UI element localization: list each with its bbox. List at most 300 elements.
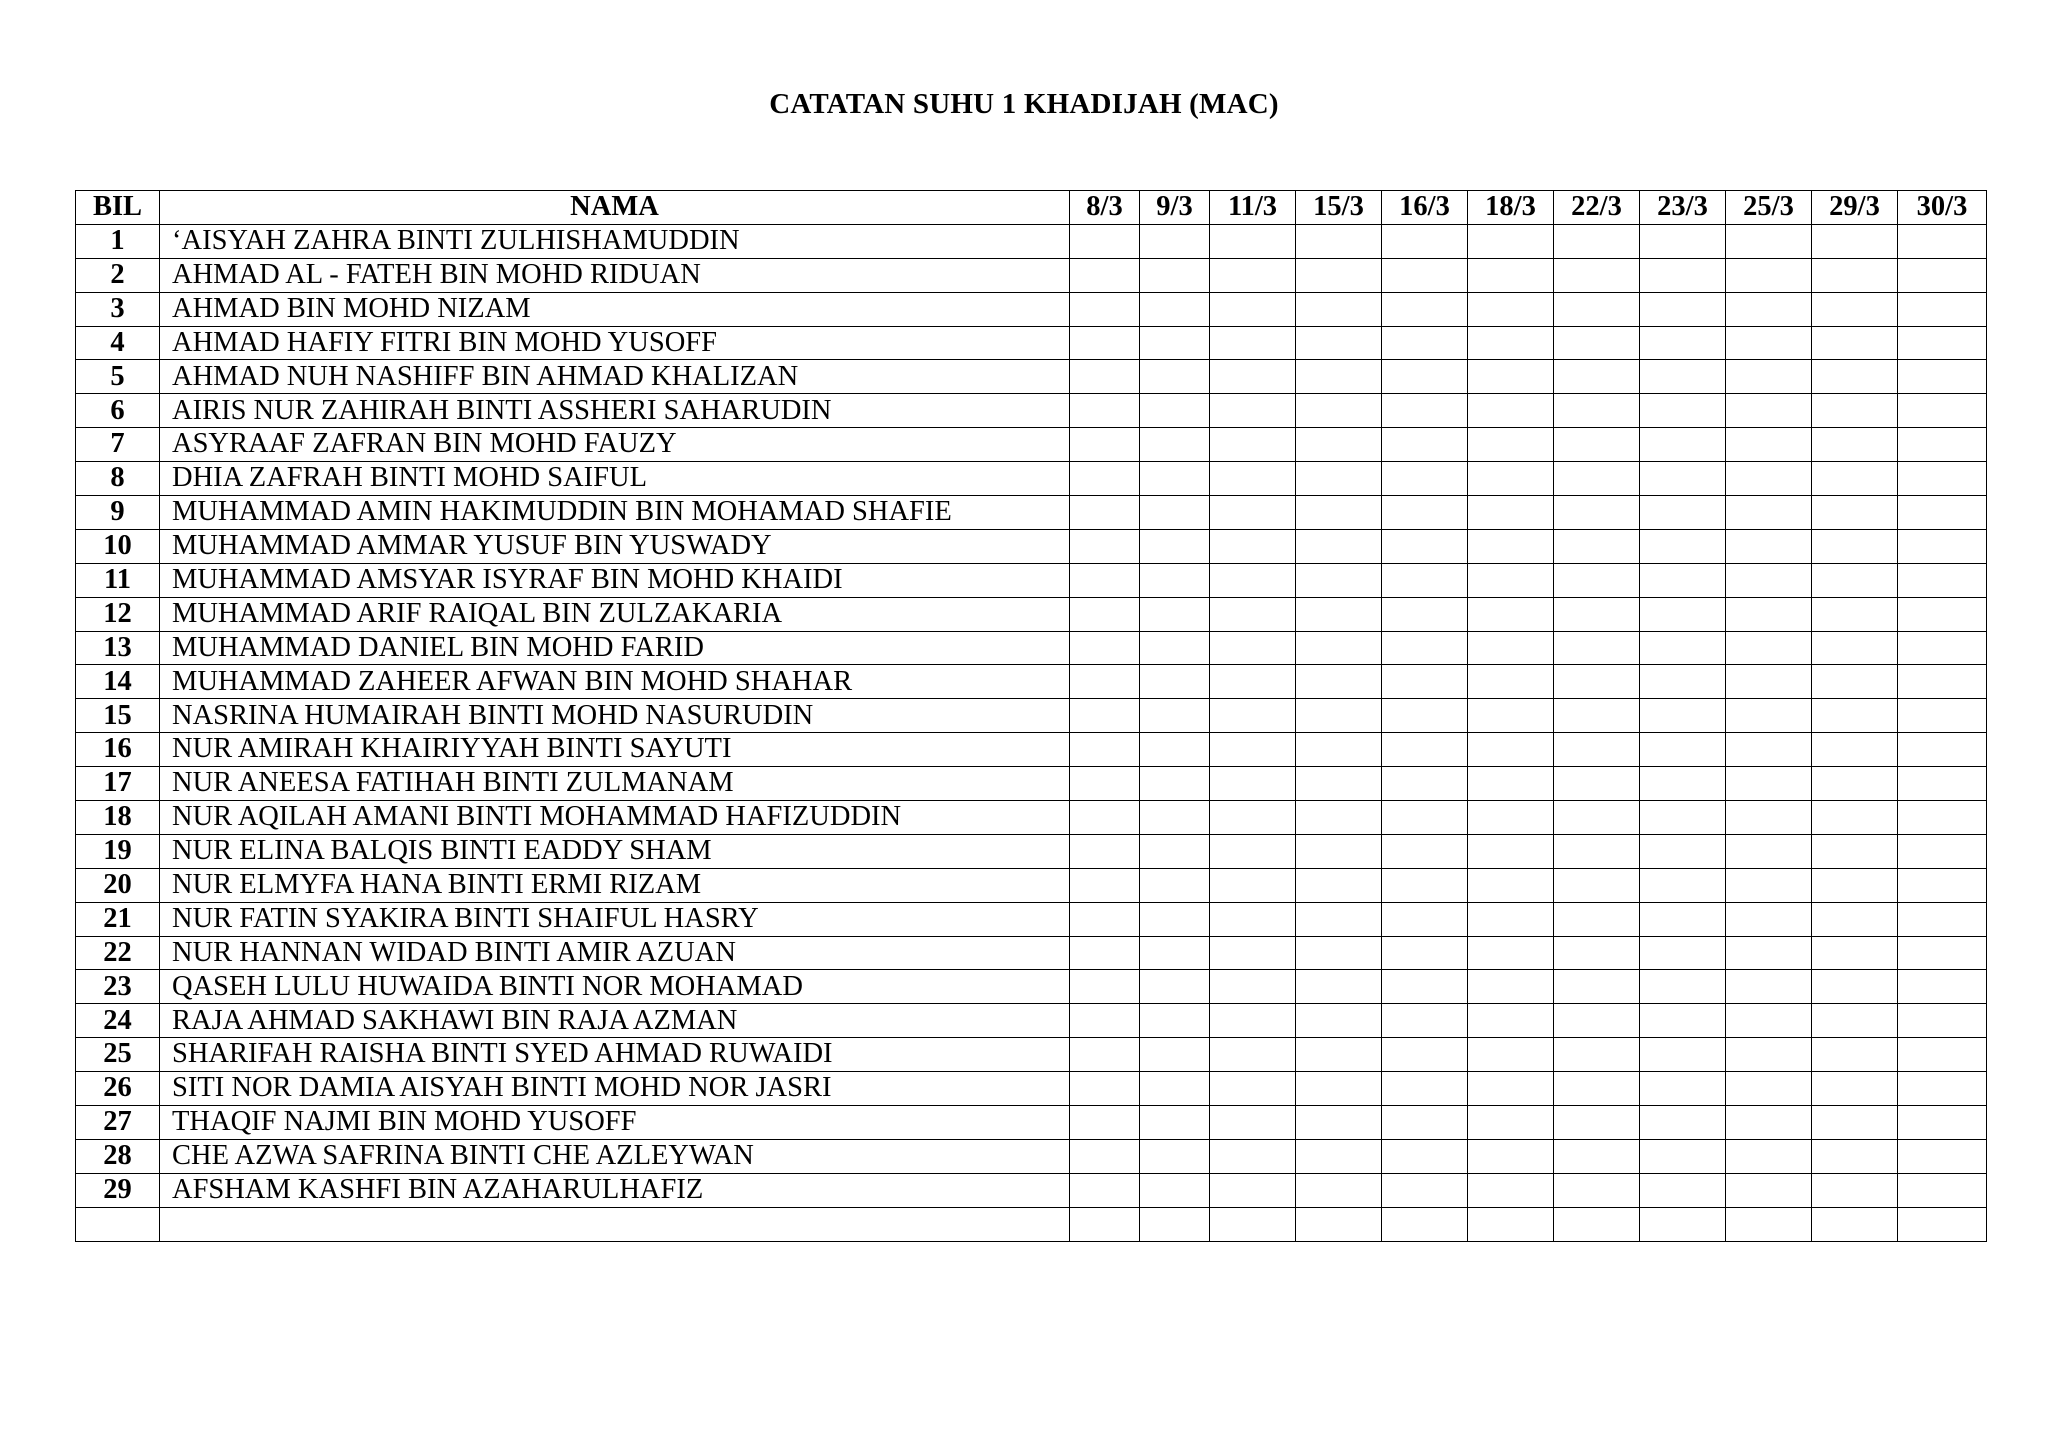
temperature-cell xyxy=(1812,767,1898,801)
temperature-cell xyxy=(1070,665,1140,699)
temperature-cell xyxy=(1210,326,1296,360)
column-header-bil: BIL xyxy=(76,191,160,225)
table-row xyxy=(76,360,1987,394)
table-row xyxy=(76,1139,1987,1173)
row-number-cell: 16 xyxy=(76,733,160,767)
temperature-cell xyxy=(1812,224,1898,258)
temperature-cell xyxy=(1468,394,1554,428)
temperature-cell xyxy=(1140,394,1210,428)
temperature-cell xyxy=(1812,665,1898,699)
student-name-cell: ‘AISYAH ZAHRA BINTI ZULHISHAMUDDIN xyxy=(160,224,1070,258)
temperature-cell xyxy=(1812,1072,1898,1106)
table-row xyxy=(76,529,1987,563)
row-number-cell: 7 xyxy=(76,428,160,462)
student-name-cell: AHMAD HAFIY FITRI BIN MOHD YUSOFF xyxy=(160,326,1070,360)
temperature-cell xyxy=(1812,733,1898,767)
temperature-cell xyxy=(1640,970,1726,1004)
temperature-cell xyxy=(1140,970,1210,1004)
temperature-cell xyxy=(1726,1038,1812,1072)
table-row xyxy=(76,462,1987,496)
temperature-cell xyxy=(1296,834,1382,868)
temperature-cell xyxy=(1812,496,1898,530)
temperature-cell xyxy=(1812,1106,1898,1140)
temperature-cell xyxy=(1382,1139,1468,1173)
temperature-cell xyxy=(1140,258,1210,292)
column-header-date: 23/3 xyxy=(1640,191,1726,225)
temperature-cell xyxy=(1382,733,1468,767)
temperature-cell xyxy=(1898,1207,1987,1241)
temperature-cell xyxy=(1812,1038,1898,1072)
temperature-cell xyxy=(1140,1173,1210,1207)
temperature-cell xyxy=(1468,1106,1554,1140)
table-row xyxy=(76,224,1987,258)
temperature-cell xyxy=(1726,631,1812,665)
temperature-cell xyxy=(1812,360,1898,394)
table-row xyxy=(76,258,1987,292)
temperature-cell xyxy=(1210,1173,1296,1207)
temperature-cell xyxy=(1070,699,1140,733)
temperature-cell xyxy=(1726,801,1812,835)
table-row xyxy=(76,428,1987,462)
temperature-cell xyxy=(1070,428,1140,462)
temperature-cell xyxy=(1296,326,1382,360)
row-number-cell: 23 xyxy=(76,970,160,1004)
temperature-cell xyxy=(1210,834,1296,868)
temperature-cell xyxy=(1726,1106,1812,1140)
row-number-cell: 2 xyxy=(76,258,160,292)
temperature-cell xyxy=(1640,462,1726,496)
temperature-cell xyxy=(1140,1004,1210,1038)
temperature-cell xyxy=(1382,428,1468,462)
temperature-cell xyxy=(1640,1038,1726,1072)
temperature-cell xyxy=(1140,1038,1210,1072)
temperature-cell xyxy=(1382,631,1468,665)
temperature-cell xyxy=(1468,733,1554,767)
temperature-cell xyxy=(1640,360,1726,394)
row-number-cell: 21 xyxy=(76,902,160,936)
temperature-cell xyxy=(1554,360,1640,394)
temperature-cell xyxy=(1898,1173,1987,1207)
row-number-cell: 28 xyxy=(76,1139,160,1173)
temperature-cell xyxy=(1468,801,1554,835)
temperature-cell xyxy=(1382,224,1468,258)
temperature-cell xyxy=(1296,1139,1382,1173)
temperature-cell xyxy=(1382,597,1468,631)
temperature-cell xyxy=(1898,597,1987,631)
table-row xyxy=(76,1173,1987,1207)
temperature-cell xyxy=(1468,258,1554,292)
column-header-date: 15/3 xyxy=(1296,191,1382,225)
temperature-cell xyxy=(1898,970,1987,1004)
temperature-cell xyxy=(1812,699,1898,733)
temperature-cell xyxy=(1554,699,1640,733)
temperature-cell xyxy=(1554,292,1640,326)
temperature-cell xyxy=(1070,1173,1140,1207)
temperature-cell xyxy=(1070,1038,1140,1072)
temperature-cell xyxy=(1898,563,1987,597)
temperature-cell xyxy=(1554,224,1640,258)
temperature-cell xyxy=(1382,1106,1468,1140)
temperature-cell xyxy=(1210,496,1296,530)
temperature-cell xyxy=(1296,597,1382,631)
temperature-cell xyxy=(1210,394,1296,428)
temperature-cell xyxy=(1382,326,1468,360)
temperature-cell xyxy=(1070,462,1140,496)
temperature-cell xyxy=(1554,1072,1640,1106)
temperature-cell xyxy=(1554,733,1640,767)
column-header-date: 18/3 xyxy=(1468,191,1554,225)
temperature-cell xyxy=(1640,902,1726,936)
row-number-cell: 11 xyxy=(76,563,160,597)
temperature-cell xyxy=(1554,665,1640,699)
temperature-cell xyxy=(1140,665,1210,699)
table-row xyxy=(76,1072,1987,1106)
temperature-cell xyxy=(1210,529,1296,563)
temperature-cell xyxy=(1210,224,1296,258)
row-number-cell: 29 xyxy=(76,1173,160,1207)
temperature-cell xyxy=(1640,1173,1726,1207)
table-row xyxy=(76,733,1987,767)
temperature-cell xyxy=(1554,1038,1640,1072)
temperature-cell xyxy=(1070,801,1140,835)
column-header-date: 16/3 xyxy=(1382,191,1468,225)
row-number-cell: 4 xyxy=(76,326,160,360)
temperature-cell xyxy=(1140,868,1210,902)
temperature-cell xyxy=(1726,1207,1812,1241)
temperature-cell xyxy=(1468,597,1554,631)
temperature-cell xyxy=(1640,936,1726,970)
temperature-cell xyxy=(1140,462,1210,496)
temperature-cell xyxy=(1070,1106,1140,1140)
temperature-cell xyxy=(1554,1106,1640,1140)
temperature-cell xyxy=(1640,733,1726,767)
temperature-cell xyxy=(1070,868,1140,902)
temperature-cell xyxy=(1140,224,1210,258)
temperature-cell xyxy=(1898,1106,1987,1140)
temperature-cell xyxy=(1726,970,1812,1004)
temperature-cell xyxy=(1554,936,1640,970)
temperature-cell xyxy=(1812,970,1898,1004)
row-number-cell: 5 xyxy=(76,360,160,394)
temperature-cell xyxy=(1812,1004,1898,1038)
temperature-cell xyxy=(1296,394,1382,428)
temperature-cell xyxy=(1812,394,1898,428)
temperature-cell xyxy=(1070,292,1140,326)
temperature-cell xyxy=(1296,733,1382,767)
student-name-cell: RAJA AHMAD SAKHAWI BIN RAJA AZMAN xyxy=(160,1004,1070,1038)
temperature-cell xyxy=(1070,563,1140,597)
temperature-cell xyxy=(1468,360,1554,394)
temperature-cell xyxy=(1140,834,1210,868)
temperature-cell xyxy=(1898,326,1987,360)
table-row xyxy=(76,665,1987,699)
temperature-cell xyxy=(1468,699,1554,733)
temperature-cell xyxy=(1070,529,1140,563)
temperature-cell xyxy=(1554,462,1640,496)
temperature-cell xyxy=(1296,428,1382,462)
temperature-cell xyxy=(1070,1139,1140,1173)
temperature-cell xyxy=(1554,834,1640,868)
temperature-cell xyxy=(1726,868,1812,902)
student-name-cell: AHMAD BIN MOHD NIZAM xyxy=(160,292,1070,326)
student-name-cell: MUHAMMAD AMSYAR ISYRAF BIN MOHD KHAIDI xyxy=(160,563,1070,597)
temperature-cell xyxy=(1468,326,1554,360)
temperature-cell xyxy=(1140,699,1210,733)
temperature-cell xyxy=(1898,801,1987,835)
temperature-cell xyxy=(1296,496,1382,530)
temperature-cell xyxy=(1468,665,1554,699)
temperature-cell xyxy=(1210,902,1296,936)
temperature-cell xyxy=(1296,699,1382,733)
temperature-cell xyxy=(1812,292,1898,326)
column-header-date: 22/3 xyxy=(1554,191,1640,225)
temperature-cell xyxy=(1296,1072,1382,1106)
temperature-cell xyxy=(1382,1207,1468,1241)
temperature-cell xyxy=(1554,970,1640,1004)
temperature-cell xyxy=(1640,1139,1726,1173)
temperature-cell xyxy=(1468,292,1554,326)
table-row xyxy=(76,1004,1987,1038)
temperature-cell xyxy=(1070,326,1140,360)
temperature-cell xyxy=(1382,699,1468,733)
temperature-cell xyxy=(1898,224,1987,258)
temperature-cell xyxy=(1812,462,1898,496)
student-name-cell: CHE AZWA SAFRINA BINTI CHE AZLEYWAN xyxy=(160,1139,1070,1173)
temperature-cell xyxy=(1468,767,1554,801)
student-name-cell: NUR FATIN SYAKIRA BINTI SHAIFUL HASRY xyxy=(160,902,1070,936)
temperature-cell xyxy=(1210,360,1296,394)
temperature-cell xyxy=(1140,529,1210,563)
temperature-cell xyxy=(1140,326,1210,360)
temperature-cell xyxy=(1554,767,1640,801)
temperature-cell xyxy=(1640,326,1726,360)
temperature-cell xyxy=(1726,767,1812,801)
table-row xyxy=(76,936,1987,970)
student-name-cell: AHMAD NUH NASHIFF BIN AHMAD KHALIZAN xyxy=(160,360,1070,394)
temperature-cell xyxy=(1468,496,1554,530)
temperature-cell xyxy=(1210,665,1296,699)
student-name-cell: SITI NOR DAMIA AISYAH BINTI MOHD NOR JASRI xyxy=(160,1072,1070,1106)
row-number-cell: 24 xyxy=(76,1004,160,1038)
column-header-date: 25/3 xyxy=(1726,191,1812,225)
column-header-date: 30/3 xyxy=(1898,191,1987,225)
table-row xyxy=(76,834,1987,868)
student-name-cell: SHARIFAH RAISHA BINTI SYED AHMAD RUWAIDI xyxy=(160,1038,1070,1072)
temperature-cell xyxy=(1554,428,1640,462)
temperature-cell xyxy=(1726,936,1812,970)
temperature-cell xyxy=(1140,1106,1210,1140)
temperature-cell xyxy=(1554,597,1640,631)
temperature-cell xyxy=(1812,258,1898,292)
student-name-cell: NASRINA HUMAIRAH BINTI MOHD NASURUDIN xyxy=(160,699,1070,733)
temperature-cell xyxy=(1140,563,1210,597)
temperature-cell xyxy=(1210,936,1296,970)
row-number-cell: 8 xyxy=(76,462,160,496)
temperature-cell xyxy=(1640,292,1726,326)
temperature-cell xyxy=(1070,360,1140,394)
temperature-cell xyxy=(1296,868,1382,902)
temperature-cell xyxy=(1210,292,1296,326)
temperature-cell xyxy=(1898,902,1987,936)
temperature-cell xyxy=(1070,631,1140,665)
temperature-cell xyxy=(1210,1004,1296,1038)
temperature-cell xyxy=(1726,529,1812,563)
row-number-cell: 18 xyxy=(76,801,160,835)
row-number-cell: 15 xyxy=(76,699,160,733)
student-name-cell: AHMAD AL - FATEH BIN MOHD RIDUAN xyxy=(160,258,1070,292)
temperature-cell xyxy=(1210,631,1296,665)
temperature-cell xyxy=(1210,733,1296,767)
temperature-cell xyxy=(1898,665,1987,699)
temperature-cell xyxy=(1382,462,1468,496)
temperature-cell xyxy=(1726,902,1812,936)
column-header-date: 8/3 xyxy=(1070,191,1140,225)
temperature-cell xyxy=(1070,767,1140,801)
temperature-cell xyxy=(1468,529,1554,563)
temperature-cell xyxy=(1640,631,1726,665)
temperature-cell xyxy=(1812,597,1898,631)
temperature-cell xyxy=(1140,936,1210,970)
temperature-cell xyxy=(1898,733,1987,767)
student-name-cell: NUR ANEESA FATIHAH BINTI ZULMANAM xyxy=(160,767,1070,801)
temperature-cell xyxy=(1296,563,1382,597)
table-row xyxy=(76,1038,1987,1072)
temperature-cell xyxy=(1382,496,1468,530)
temperature-cell xyxy=(1382,1004,1468,1038)
temperature-cell xyxy=(1898,496,1987,530)
table-row xyxy=(76,902,1987,936)
temperature-cell xyxy=(1898,394,1987,428)
temperature-cell xyxy=(1140,292,1210,326)
student-name-cell: MUHAMMAD AMIN HAKIMUDDIN BIN MOHAMAD SHAFIE xyxy=(160,496,1070,530)
temperature-cell xyxy=(1140,767,1210,801)
temperature-cell xyxy=(1898,529,1987,563)
table-row xyxy=(76,597,1987,631)
temperature-cell xyxy=(1070,733,1140,767)
temperature-cell xyxy=(1640,258,1726,292)
temperature-cell xyxy=(1382,902,1468,936)
row-number-cell: 27 xyxy=(76,1106,160,1140)
temperature-cell xyxy=(1140,631,1210,665)
table-row xyxy=(76,868,1987,902)
temperature-cell xyxy=(1070,1207,1140,1241)
temperature-cell xyxy=(1640,834,1726,868)
temperature-cell xyxy=(1812,1173,1898,1207)
temperature-cell xyxy=(1296,936,1382,970)
temperature-cell xyxy=(1726,292,1812,326)
student-name-cell: DHIA ZAFRAH BINTI MOHD SAIFUL xyxy=(160,462,1070,496)
row-number-cell xyxy=(76,1207,160,1241)
temperature-cell xyxy=(1726,1173,1812,1207)
temperature-cell xyxy=(1210,1072,1296,1106)
temperature-cell xyxy=(1726,699,1812,733)
table-row xyxy=(76,1106,1987,1140)
temperature-cell xyxy=(1468,868,1554,902)
temperature-cell xyxy=(1382,563,1468,597)
temperature-cell xyxy=(1296,902,1382,936)
temperature-cell xyxy=(1140,1139,1210,1173)
temperature-cell xyxy=(1898,767,1987,801)
temperature-cell xyxy=(1468,631,1554,665)
student-name-cell: THAQIF NAJMI BIN MOHD YUSOFF xyxy=(160,1106,1070,1140)
temperature-cell xyxy=(1898,258,1987,292)
temperature-cell xyxy=(1726,733,1812,767)
temperature-cell xyxy=(1296,462,1382,496)
temperature-cell xyxy=(1640,496,1726,530)
temperature-cell xyxy=(1468,462,1554,496)
row-number-cell: 12 xyxy=(76,597,160,631)
row-number-cell: 6 xyxy=(76,394,160,428)
temperature-cell xyxy=(1640,1004,1726,1038)
temperature-cell xyxy=(1210,258,1296,292)
temperature-cell xyxy=(1726,1004,1812,1038)
temperature-cell xyxy=(1468,428,1554,462)
table-row xyxy=(76,767,1987,801)
temperature-cell xyxy=(1210,767,1296,801)
temperature-cell xyxy=(1210,970,1296,1004)
student-name-cell: QASEH LULU HUWAIDA BINTI NOR MOHAMAD xyxy=(160,970,1070,1004)
temperature-cell xyxy=(1468,902,1554,936)
temperature-cell xyxy=(1468,1038,1554,1072)
temperature-cell xyxy=(1640,1072,1726,1106)
temperature-cell xyxy=(1726,360,1812,394)
temperature-cell xyxy=(1812,326,1898,360)
table-row xyxy=(76,496,1987,530)
temperature-cell xyxy=(1554,1173,1640,1207)
temperature-cell xyxy=(1382,258,1468,292)
row-number-cell: 25 xyxy=(76,1038,160,1072)
temperature-cell xyxy=(1726,394,1812,428)
table-row xyxy=(76,563,1987,597)
row-number-cell: 17 xyxy=(76,767,160,801)
temperature-cell xyxy=(1140,733,1210,767)
temperature-cell xyxy=(1140,801,1210,835)
student-name-cell: NUR AMIRAH KHAIRIYYAH BINTI SAYUTI xyxy=(160,733,1070,767)
temperature-cell xyxy=(1210,1139,1296,1173)
temperature-cell xyxy=(1296,665,1382,699)
temperature-cell xyxy=(1296,1173,1382,1207)
temperature-cell xyxy=(1640,699,1726,733)
temperature-cell xyxy=(1210,597,1296,631)
temperature-cell xyxy=(1296,631,1382,665)
temperature-cell xyxy=(1726,224,1812,258)
temperature-cell xyxy=(1554,563,1640,597)
temperature-cell xyxy=(1468,1004,1554,1038)
temperature-cell xyxy=(1812,834,1898,868)
temperature-cell xyxy=(1726,462,1812,496)
temperature-cell xyxy=(1640,428,1726,462)
temperature-cell xyxy=(1296,258,1382,292)
temperature-cell xyxy=(1210,868,1296,902)
student-name-cell: NUR AQILAH AMANI BINTI MOHAMMAD HAFIZUDDIN xyxy=(160,801,1070,835)
temperature-cell xyxy=(1210,428,1296,462)
temperature-cell xyxy=(1726,428,1812,462)
temperature-cell xyxy=(1898,428,1987,462)
student-name-cell: MUHAMMAD ARIF RAIQAL BIN ZULZAKARIA xyxy=(160,597,1070,631)
temperature-cell xyxy=(1554,631,1640,665)
temperature-cell xyxy=(1468,1173,1554,1207)
temperature-cell xyxy=(1554,1004,1640,1038)
temperature-cell xyxy=(1726,563,1812,597)
temperature-cell xyxy=(1554,902,1640,936)
temperature-cell xyxy=(1640,868,1726,902)
row-number-cell: 19 xyxy=(76,834,160,868)
temperature-cell xyxy=(1070,597,1140,631)
temperature-cell xyxy=(1640,529,1726,563)
temperature-cell xyxy=(1382,767,1468,801)
temperature-cell xyxy=(1554,1207,1640,1241)
column-header-nama: NAMA xyxy=(160,191,1070,225)
